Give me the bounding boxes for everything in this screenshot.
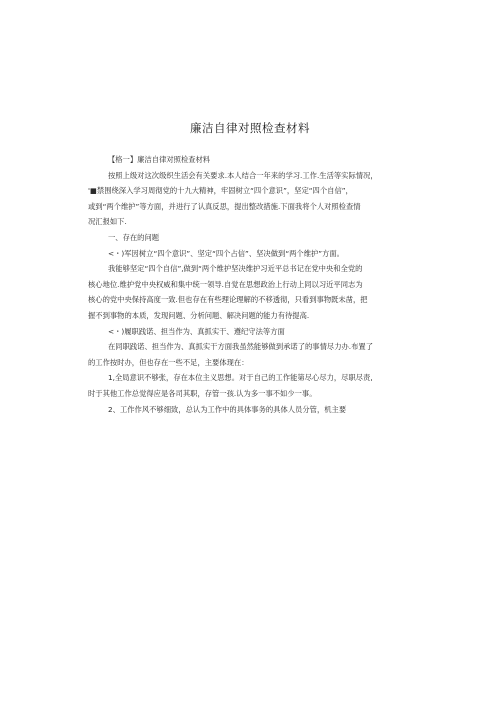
paragraph-line: '■禁围绕深入学习周彻党的十九大精神，牢固树立“四个意识”，坚定“四个自信”，	[88, 186, 353, 196]
paragraph-line: 况汇报如下.	[88, 217, 127, 227]
section-heading: 一、存在的问题	[108, 232, 160, 242]
subsection-heading: <・)履职践诺、担当作为、真抓实干、遵纪守法等方面	[108, 326, 285, 336]
section-heading: 【格一】廉洁自律对照检查材料	[108, 155, 211, 164]
paragraph-line: 在同职践诺、担当作为、真抓实干方面我虽然能够做到承诺了的事情尽力办.布置了	[108, 342, 374, 352]
paragraph-line: 1,全局意识不够张，存在本位主义思想。对于自己的工作能第尽心尽力，尽职尽责,	[108, 373, 373, 383]
paragraph-line: 握不到事物的本质，发现问题、分析问题、解决问题的能力有待提高.	[88, 310, 310, 320]
document-title: 廉洁自律对照检查材料	[190, 121, 310, 135]
paragraph-line: 按照上级对这次级织生活会有关要求.本人结合一年来的学习.工作.生活等实际情况，	[108, 170, 378, 180]
paragraph-line: 核心的党中央保持高度一致.但也存在有些理论理解的不移透彻，只看到事物既未凿，把	[88, 295, 368, 305]
document-body	[88, 152, 410, 417]
paragraph-line: 时于其他工作总觉得应是各司其职，存管一孩.认为多一事不如少一事。	[88, 388, 317, 398]
paragraph-line: 2、工作作风不够细致，总认为工作中的具体事务的具体人员分管，机主要	[108, 404, 347, 414]
paragraph-line: 的工作按时办，但也存在一些不足，主要体现在：	[88, 357, 249, 367]
subsection-heading: <・)军因树立“四个意识”、坚定“四个占信”、坚决做到“两个维护”方面。	[108, 248, 344, 258]
paragraph-line: 或到“两个维护”等方面，并进行了认真反思，提出整改措施.下面我将个人对照检查情	[88, 201, 361, 211]
paragraph-line: 核心地位.维护党中央权威和集中统一领导.自觉在思想政治上行动上同以习近平同志为	[88, 279, 363, 289]
paragraph-line: 我能够坚定“四个自信”,做到“两个维护坚决维护习近平总书记在党中央和全党的	[108, 264, 363, 274]
